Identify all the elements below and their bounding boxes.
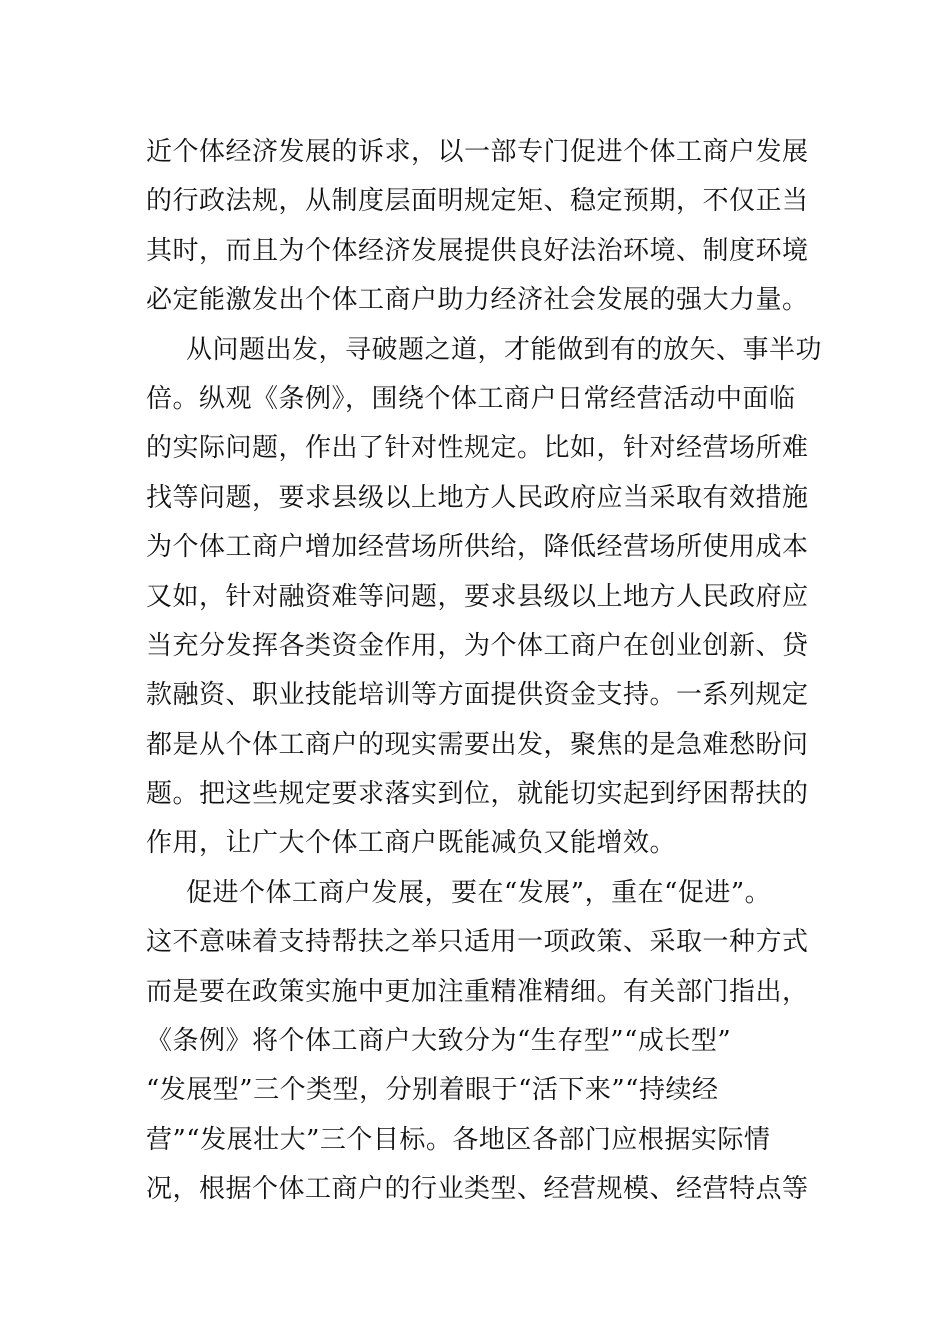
body-text: [146, 128, 826, 1215]
text-line: 这不意味着支持帮扶之举只适用一项政策、采取一种方式: [146, 927, 809, 958]
text-line: 为个体工商户增加经营场所供给，降低经营场所使用成本: [146, 532, 809, 563]
text-line: 近个体经济发展的诉求，以一部专门促进个体工商户发展: [146, 137, 809, 167]
text-line: 当充分发挥各类资金作用，为个体工商户在创业创新、贷: [146, 630, 809, 661]
paragraph-start-line: 促进个体工商户发展，要在“发展”，重在“促进”。: [186, 877, 772, 908]
text-line: 况，根据个体工商户的行业类型、经营规模、经营特点等: [146, 1174, 809, 1205]
text-line: 的实际问题，作出了针对性规定。比如，针对经营场所难: [146, 433, 809, 464]
text-line: 找等问题，要求县级以上地方人民政府应当采取有效措施: [146, 482, 809, 513]
text-line: 营”“发展壮大”三个目标。各地区各部门应根据实际情: [146, 1124, 771, 1155]
text-line: 其时，而且为个体经济发展提供良好法治环境、制度环境: [146, 235, 809, 266]
text-line: 的行政法规，从制度层面明规定矩、稳定预期，不仅正当: [146, 186, 809, 217]
text-line: 款融资、职业技能培训等方面提供资金支持。一系列规定: [146, 680, 809, 711]
text-line: 而是要在政策实施中更加注重精准精细。有关部门指出，: [146, 976, 809, 1007]
text-line: “发展型”三个类型，分别着眼于“活下来”“持续经: [146, 1075, 719, 1106]
text-line: 《条例》将个体工商户大致分为“生存型”“成长型”: [146, 1026, 732, 1057]
paragraph-start-line: 从问题出发，寻破题之道，才能做到有的放矢、事半功: [186, 334, 823, 365]
text-line: 题。把这些规定要求落实到位，就能切实起到纾困帮扶的: [146, 779, 809, 810]
text-line: 作用，让广大个体工商户既能减负又能增效。: [146, 828, 677, 859]
text-line: 都是从个体工商户的现实需要出发，聚焦的是急难愁盼问: [146, 729, 809, 760]
text-line: 又如，针对融资难等问题，要求县级以上地方人民政府应: [146, 581, 809, 612]
text-line: 必定能激发出个体工商户助力经济社会发展的强大力量。: [146, 285, 809, 316]
text-line: 倍。纵观《条例》，围绕个体工商户日常经营活动中面临: [146, 383, 796, 414]
